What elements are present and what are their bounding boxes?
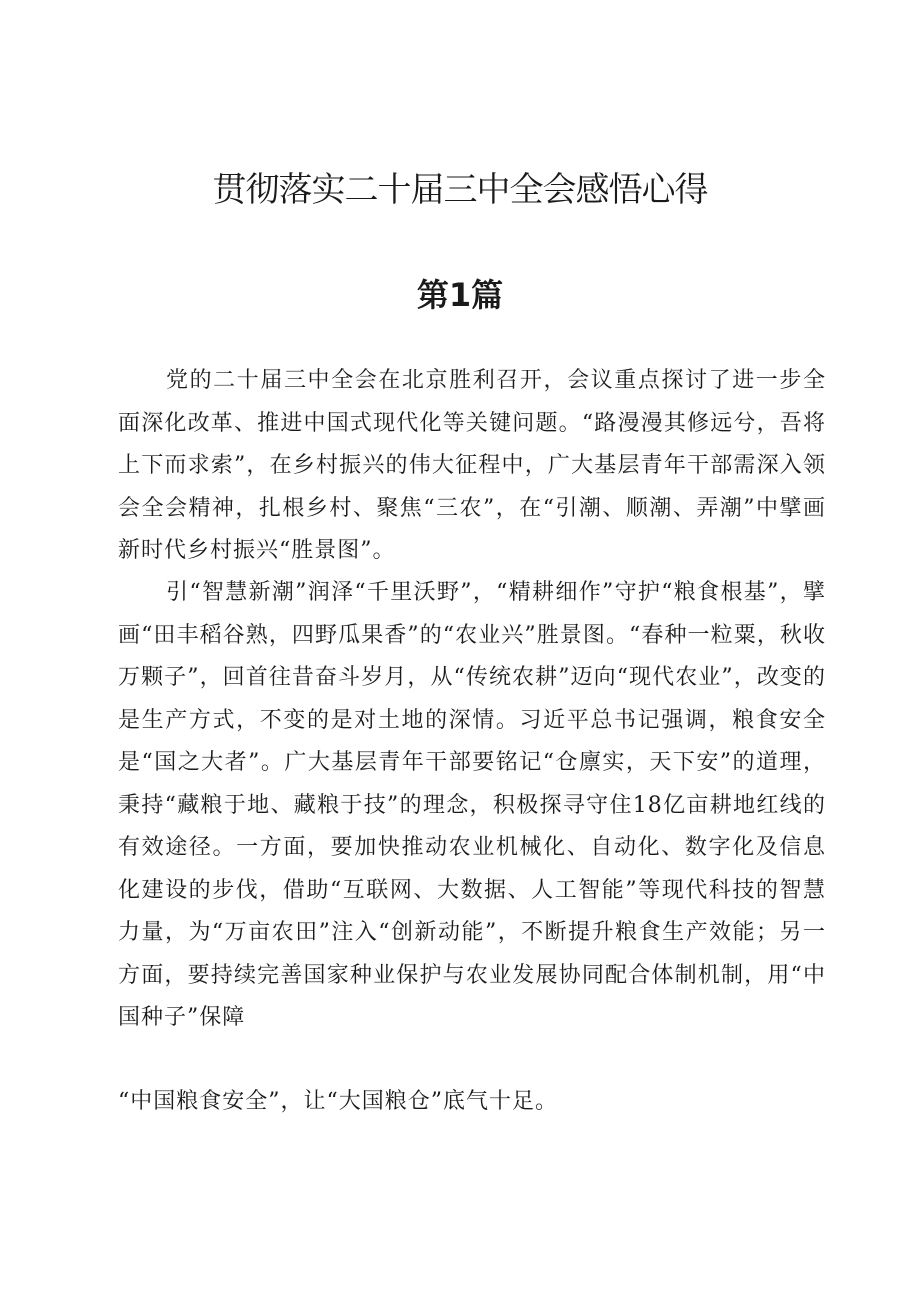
paragraph-3: “中国粮食安全”，让“大国粮仓”底气十足。 [118, 1089, 558, 1114]
section-heading: 第1篇 [416, 276, 504, 314]
document-title: 贯彻落实二十届三中全会感悟心得 [212, 170, 708, 210]
paragraph-2: 引“智慧新潮”润泽“千里沃野”，“精耕细作”守护“粮食根基”，擘画“田丰稻谷熟，四野瓜果香”的“农业兴”胜景图。“春种一粒粟，秋收万颗子”，回首往昔奋斗岁月，从“传统农耕”迈向“现代农业”，改变的是生产方式，不变的是对土地的深情。习近平总书记强调，粮食安全是“国之大者”。广大基层青年干部要铭记“仓廪实，天下安”的道理，秉持“藏粮于地、藏粮于技”的理念，积极探寻守住18亿亩耕地红线的有效途径。一方面，要加快推动农业机械化、自动化、数字化及信息化建设的步伐，借助“互联网、大数据、人工智能”等现代科技的智慧力量，为“万亩农田”注入“创新动能”，不断提升粮食生产效能；另一方面，要持续完善国家种业保护与农业发展协同配合体制机制，用“中国种子”保障 [118, 580, 826, 1030]
paragraph-1: 党的二十届三中全会在北京胜利召开，会议重点探讨了进一步全面深化改革、推进中国式现代化等关键问题。“路漫漫其修远兮，吾将上下而求索”，在乡村振兴的伟大征程中，广大基层青年干部需深入领会全会精神，扎根乡村、聚焦“三农”，在“引潮、顺潮、弄潮”中擘画新时代乡村振兴“胜景图”。 [118, 368, 826, 563]
